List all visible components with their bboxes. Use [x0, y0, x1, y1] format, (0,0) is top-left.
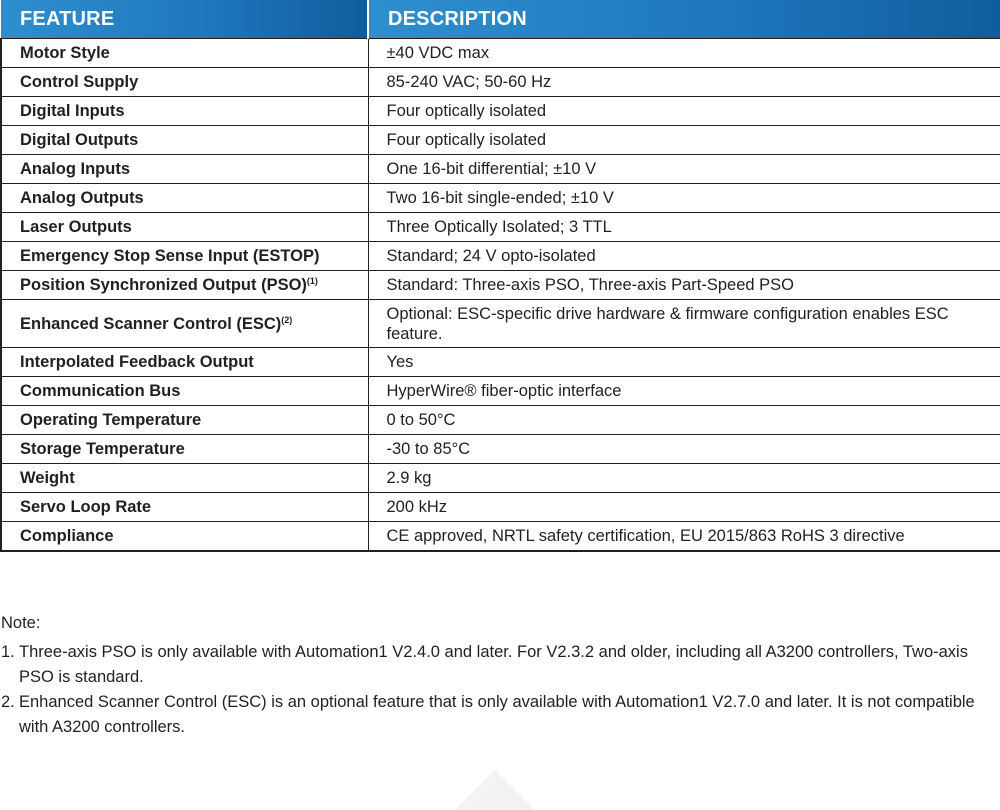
note-text: Enhanced Scanner Control (ESC) is an optional feature that is only available with Automation1 V2.7.0 and later. It is not compatible with A3200 controllers.	[19, 693, 975, 736]
table-row	[1, 406, 1000, 435]
feature-cell	[1, 348, 368, 377]
description-cell: One 16-bit differential; ±10 V	[368, 155, 1000, 184]
description-cell: Optional: ESC-specific drive hardware & firmware configuration enables ESC feature.	[368, 300, 1000, 348]
feature-cell	[1, 213, 368, 242]
feature-label: Control Supply	[20, 73, 139, 91]
table-row	[1, 464, 1000, 493]
description-cell: Four optically isolated	[368, 126, 1000, 155]
table-body	[1, 39, 1000, 552]
feature-cell	[1, 300, 368, 348]
table-row	[1, 377, 1000, 406]
feature-cell	[1, 522, 368, 552]
note-text: Three-axis PSO is only available with Automation1 V2.4.0 and later. For V2.3.2 and older, including all A3200 controllers, Two-axis PSO is standard.	[19, 643, 968, 686]
feature-cell	[1, 39, 368, 68]
description-cell: 2.9 kg	[368, 464, 1000, 493]
feature-label: Weight	[20, 469, 75, 487]
watermark-shape	[455, 770, 535, 810]
note-item	[1, 640, 991, 690]
feature-label: Storage Temperature	[20, 440, 185, 458]
column-header-description: DESCRIPTION	[368, 0, 1000, 39]
feature-label: Enhanced Scanner Control (ESC)	[20, 314, 282, 333]
description-cell: Standard: Three-axis PSO, Three-axis Part-Speed PSO	[368, 271, 1000, 300]
feature-cell	[1, 493, 368, 522]
description-cell: 200 kHz	[368, 493, 1000, 522]
table-row	[1, 68, 1000, 97]
feature-label: Servo Loop Rate	[20, 498, 152, 516]
notes-title: Note:	[1, 614, 41, 632]
table-row	[1, 242, 1000, 271]
feature-label: Operating Temperature	[20, 411, 202, 429]
feature-label: Interpolated Feedback Output	[20, 353, 254, 371]
notes-list	[1, 640, 991, 740]
note-reference: (1)	[306, 276, 318, 286]
feature-label: Analog Outputs	[20, 189, 144, 207]
feature-cell	[1, 97, 368, 126]
description-cell: Standard; 24 V opto-isolated	[368, 242, 1000, 271]
table-row	[1, 97, 1000, 126]
table-row	[1, 493, 1000, 522]
description-cell: HyperWire® fiber-optic interface	[368, 377, 1000, 406]
feature-cell	[1, 184, 368, 213]
table-row	[1, 184, 1000, 213]
description-cell: ±40 VDC max	[368, 39, 1000, 68]
description-cell: Three Optically Isolated; 3 TTL	[368, 213, 1000, 242]
table-row	[1, 213, 1000, 242]
feature-label: Emergency Stop Sense Input (ESTOP)	[20, 247, 320, 265]
feature-cell	[1, 406, 368, 435]
description-cell: 85-240 VAC; 50-60 Hz	[368, 68, 1000, 97]
table-row	[1, 522, 1000, 552]
table-row	[1, 271, 1000, 300]
feature-label: Communication Bus	[20, 382, 181, 400]
notes-section	[1, 611, 991, 740]
feature-cell	[1, 155, 368, 184]
note-reference: (2)	[281, 314, 293, 325]
table-row	[1, 435, 1000, 464]
feature-label: Motor Style	[20, 44, 110, 62]
feature-cell	[1, 464, 368, 493]
description-cell: CE approved, NRTL safety certification, EU 2015/863 RoHS 3 directive	[368, 522, 1000, 552]
feature-cell	[1, 126, 368, 155]
feature-cell	[1, 242, 368, 271]
table-row	[1, 300, 1000, 348]
feature-cell	[1, 377, 368, 406]
description-cell: 0 to 50°C	[368, 406, 1000, 435]
feature-label: Position Synchronized Output (PSO)	[20, 276, 307, 294]
table-row	[1, 39, 1000, 68]
feature-label: Digital Outputs	[20, 131, 139, 149]
feature-label: Laser Outputs	[20, 218, 132, 236]
table-header-row	[1, 0, 1000, 39]
description-cell: Yes	[368, 348, 1000, 377]
description-cell: Two 16-bit single-ended; ±10 V	[368, 184, 1000, 213]
feature-label: Compliance	[20, 527, 114, 545]
table-row	[1, 126, 1000, 155]
column-header-feature: FEATURE	[1, 0, 368, 39]
note-number: 1.	[1, 643, 15, 661]
note-item	[1, 690, 991, 740]
table-row	[1, 155, 1000, 184]
feature-cell	[1, 68, 368, 97]
feature-cell	[1, 435, 368, 464]
feature-cell	[1, 271, 368, 300]
table-row	[1, 348, 1000, 377]
feature-label: Analog Inputs	[20, 160, 130, 178]
note-number: 2.	[1, 693, 15, 711]
description-cell: Four optically isolated	[368, 97, 1000, 126]
feature-label: Digital Inputs	[20, 102, 125, 120]
description-cell: -30 to 85°C	[368, 435, 1000, 464]
